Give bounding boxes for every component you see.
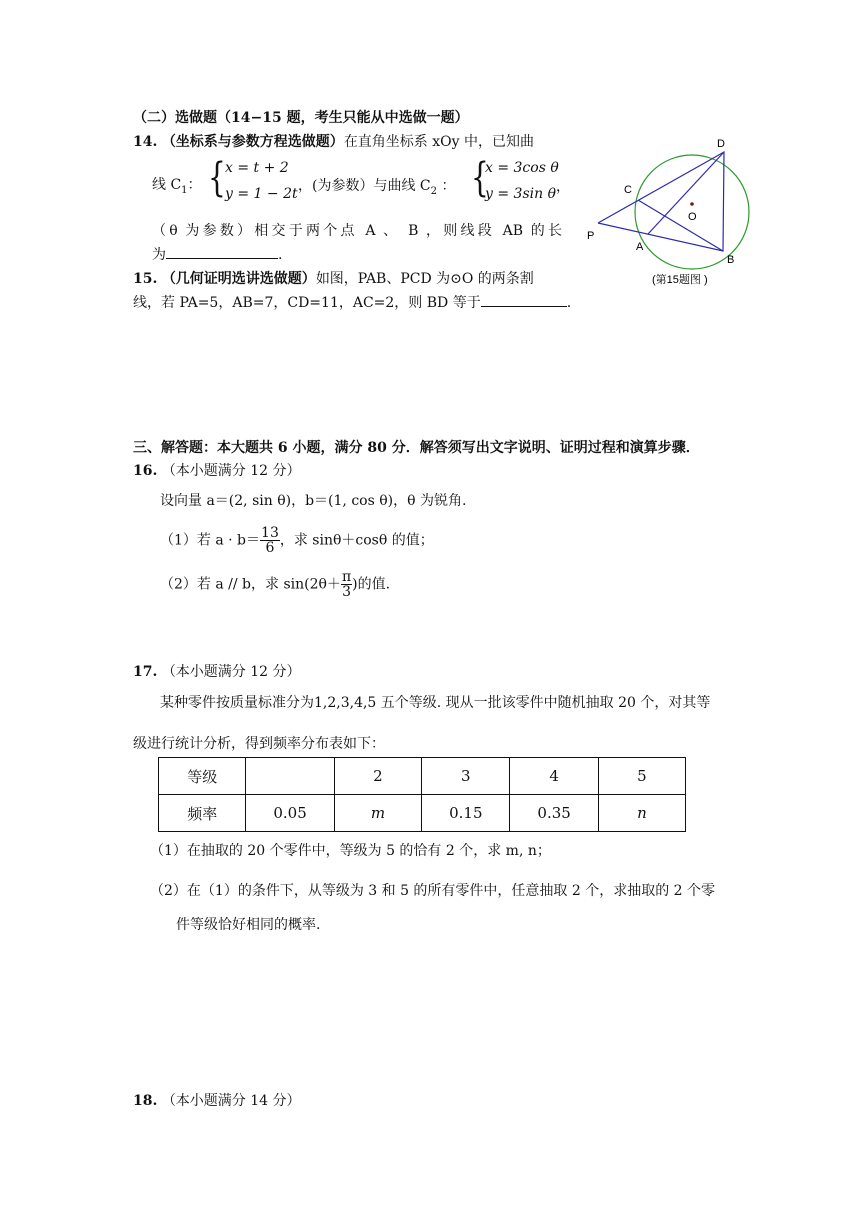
section-3-title: 三、解答题：本大题共 6 小题，满分 80 分．解答须写出文字说明、证明过程和演算步骤． xyxy=(133,440,700,456)
table-row xyxy=(159,758,686,795)
brace-left-2: { xyxy=(471,155,489,201)
q17-para2: 级进行统计分析，得到频率分布表如下： xyxy=(133,736,385,752)
label-o: O xyxy=(688,211,697,223)
chord-cb xyxy=(638,200,723,251)
q14-comma: ， xyxy=(556,179,570,195)
q14-eq1a: x = t + 2 xyxy=(225,160,289,176)
center-dot xyxy=(690,202,694,206)
table-row xyxy=(159,795,686,832)
label-c: C xyxy=(624,184,632,196)
table-cell: n xyxy=(598,795,685,832)
table-cell: m xyxy=(334,795,421,832)
q14-line3: （θ 为参数）相交于两个点 A 、 B ，则线段 AB 的长 xyxy=(152,223,562,239)
q14-eq2a: x = 3cos θ xyxy=(485,160,559,176)
fraction-13-6: $\frac{13}{6}$ xyxy=(261,525,279,556)
brace-left-1: { xyxy=(208,155,226,201)
q15-answer-blank[interactable] xyxy=(481,292,567,307)
q18-header xyxy=(133,1090,301,1110)
table-cell: 4 xyxy=(510,758,598,795)
label-b: B xyxy=(727,254,735,266)
table-cell: 等级 xyxy=(159,758,246,795)
secant-lines xyxy=(598,152,724,251)
q16-part1: （1）若 a · b＝ $\frac{13}{6}$ ，求 sinθ＋cosθ 的值； xyxy=(160,525,434,556)
q14-intro: 在直角坐标系 xOy 中，已知曲 xyxy=(343,134,534,150)
chord-ad xyxy=(648,152,724,234)
q14-line4: 为 . xyxy=(152,244,282,264)
q15-line1 xyxy=(133,268,534,288)
fraction-pi-3: $\frac{\pi}{3}$ xyxy=(341,569,352,600)
label-a: A xyxy=(636,241,644,253)
q17-part2a: （2）在（1）的条件下，从等级为 3 和 5 的所有零件中，任意抽取 2 个，求抽取的 2 个零 xyxy=(150,883,716,899)
section-2-title: （二）选做题（14−15 题，考生只能从中选做一题） xyxy=(133,110,469,126)
q18-number: 18. xyxy=(133,1093,158,1109)
q15-line2: 线，若 PA=5，AB=7，CD=11，AC=2，则 BD 等于 . xyxy=(133,292,571,312)
figure-caption: (第15题图 ) xyxy=(652,274,708,286)
q16-setup: 设向量 a＝(2, sin θ)，b＝(1, cos θ)，θ 为锐角. xyxy=(160,493,467,509)
q17-para1: 某种零件按质量标准分为1,2,3,4,5 五个等级. 现从一批该零件中随机抽取 20 个，对其等 xyxy=(160,695,711,711)
q15-text1: 如图，PAB、PCD 为⊙O 的两条割 xyxy=(315,271,534,287)
table-cell: 2 xyxy=(334,758,421,795)
q14-line1 xyxy=(133,131,534,151)
q17-number: 17. xyxy=(133,664,158,680)
q16-part2: （2）若 a // b，求 sin(2θ＋ $\frac{\pi}{3}$ )的值. xyxy=(160,569,391,600)
table-cell xyxy=(246,758,334,795)
q15-tag: （几何证明选讲选做题） xyxy=(161,271,316,287)
circle-secant-figure xyxy=(580,130,760,300)
q17-score: （本小题满分 12 分） xyxy=(161,664,301,680)
q15-number: 15. xyxy=(133,271,158,287)
q16-score: （本小题满分 12 分） xyxy=(161,463,301,479)
q17-part2b: 件等级恰好相同的概率. xyxy=(176,917,321,933)
table-cell: 3 xyxy=(422,758,510,795)
q14-eq2b: y = 3sin θ xyxy=(485,186,557,202)
q14-line2-prefix: 线 $C_1$： xyxy=(152,177,202,196)
table-cell: 0.15 xyxy=(422,795,510,832)
table-cell: 0.35 xyxy=(510,795,598,832)
q17-part1: （1）在抽取的 20 个零件中，等级为 5 的恰有 2 个，求 m, n； xyxy=(150,843,551,859)
q14-answer-blank[interactable] xyxy=(166,244,278,259)
table-cell: 0.05 xyxy=(246,795,334,832)
q14-param-note: ，(为参数）与曲线 $C_2$ ： xyxy=(298,178,456,197)
q14-tag: （坐标系与参数方程选做题） xyxy=(161,134,344,150)
q14-number: 14. xyxy=(133,134,158,150)
frequency-table xyxy=(158,757,686,832)
q16-header xyxy=(133,460,301,480)
label-d: D xyxy=(717,138,725,150)
q16-number: 16. xyxy=(133,463,158,479)
label-p: P xyxy=(587,230,595,242)
table-cell: 频率 xyxy=(159,795,246,832)
q18-score: （本小题满分 14 分） xyxy=(161,1093,301,1109)
q14-eq1b: y = 1 − 2t xyxy=(225,186,298,202)
q17-header xyxy=(133,661,301,681)
table-cell: 5 xyxy=(598,758,685,795)
